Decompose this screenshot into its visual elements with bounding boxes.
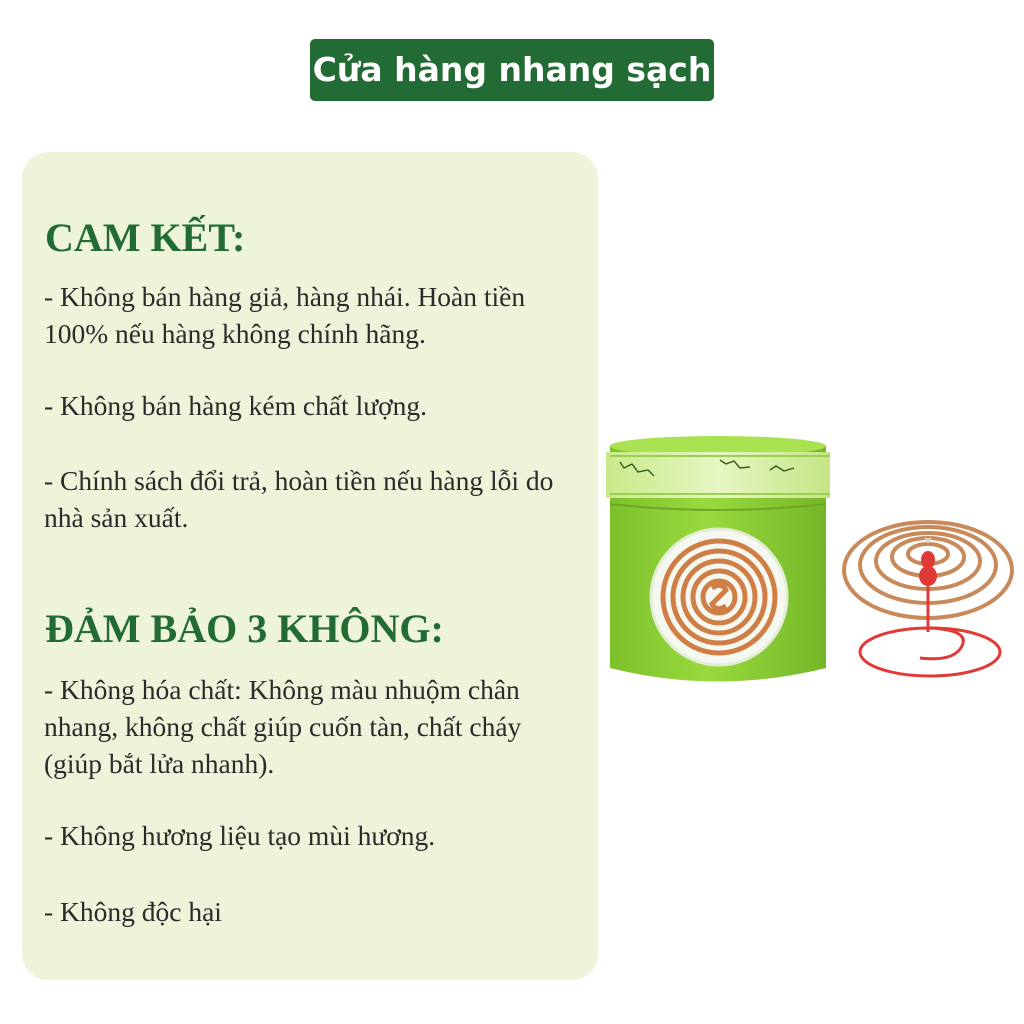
guarantee-item-1: - Không hóa chất: Không màu nhuộm chân nhang, không chất giúp cuốn tàn, chất cháy (giúp bắt lửa nhanh). [44, 674, 522, 779]
commitment-item-1: - Không bán hàng giả, hàng nhái. Hoàn tiền 100% nếu hàng không chính hãng. [44, 281, 526, 349]
box-label-band [606, 452, 830, 498]
incense-stand [860, 628, 1000, 676]
guarantee-item-3: - Không độc hại [44, 896, 222, 927]
coil-incense-icon [844, 522, 1012, 676]
incense-box [606, 436, 830, 682]
commitment-heading: CAM KẾT: [45, 215, 246, 260]
product-illustration [600, 420, 1024, 710]
commitment-item-2: - Không bán hàng kém chất lượng. [44, 390, 428, 421]
commitment-card [22, 152, 598, 980]
store-title-badge: Cửa hàng nhang sạch [310, 39, 714, 101]
guarantee-item-2: - Không hương liệu tạo mùi hương. [44, 820, 436, 851]
commitment-item-3: - Chính sách đổi trả, hoàn tiền nếu hàng lỗi do nhà sản xuất. [44, 465, 554, 533]
guarantee-heading: ĐẢM BẢO 3 KHÔNG: [45, 606, 444, 651]
